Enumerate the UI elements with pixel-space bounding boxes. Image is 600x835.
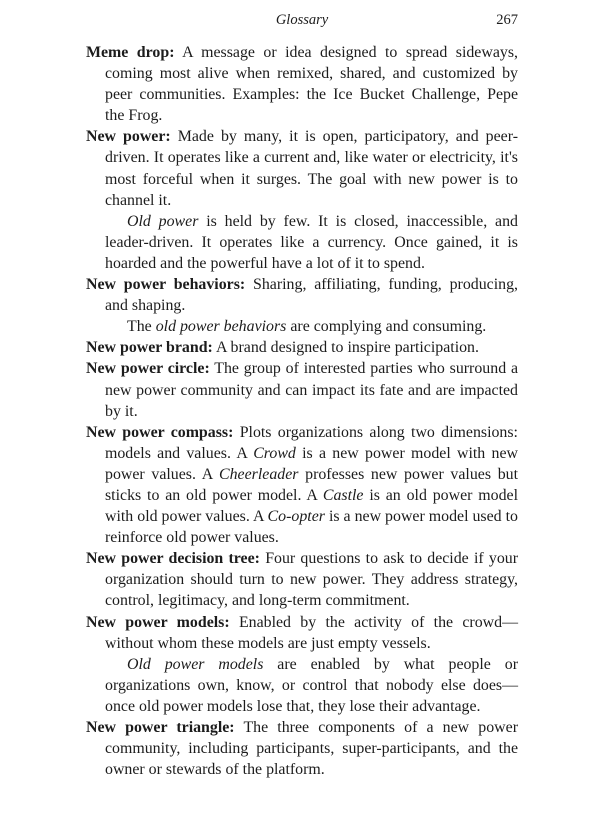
glossary-definition: Made by many, it is open, participatory, and peer-driven. It operates like a current and, like water or electricity, it's most forceful when it surges. The goal with new power is to channel it. — [105, 128, 518, 209]
glossary-entry-new-power-behaviors — [86, 274, 518, 316]
glossary-entry-new-power-decision-tree — [86, 548, 518, 611]
glossary-definition: A brand designed to inspire participation. — [215, 339, 479, 357]
glossary-emphasis: Crowd — [253, 444, 296, 462]
glossary-term: New power compass: — [86, 423, 234, 441]
glossary-entry-new-power-circle — [86, 358, 518, 421]
glossary-term: New power circle: — [86, 360, 210, 378]
glossary-subentry-old-power-behaviors — [86, 316, 518, 337]
glossary-definition-part: professes new power values but sticks to an old power model. A — [105, 465, 518, 504]
glossary-definition: The three components of a new power community, including participants, super-participants, and the owner or stewards of the platform. — [105, 719, 519, 779]
glossary-entry-new-power-triangle — [86, 717, 518, 780]
glossary-entry-new-power-models — [86, 612, 518, 654]
glossary-definition: A message or idea designed to spread sideways, coming most alive when remixed, shared, and customized by peer communities. Examples: the Ice Bucket Challenge, Pepe the Frog. — [105, 44, 518, 125]
glossary-subentry-old-power-models — [86, 654, 518, 717]
glossary-emphasis: Old power — [127, 212, 199, 230]
glossary-emphasis: Co-opter — [267, 508, 325, 526]
glossary-emphasis: Cheerleader — [219, 465, 299, 483]
glossary-subentry-text: are complying and consuming. — [290, 318, 487, 336]
glossary-definition-part: is an old power model with old power values. A — [105, 486, 518, 526]
glossary-body — [86, 42, 518, 780]
glossary-emphasis: old power behaviors — [155, 318, 287, 336]
glossary-subentry-text: is held by few. It is closed, inaccessible, and leader-driven. It operates like a currency. Once gained, it is hoarded and the powerful have a lot of it to spend. — [105, 212, 518, 272]
glossary-definition-part: is a new power model with new power values. A — [105, 444, 518, 483]
glossary-entry-meme-drop — [86, 42, 518, 126]
glossary-definition: Four questions to ask to decide if your organization should turn to new power. They address strategy, control, legitimacy, and long-term commitment. — [105, 550, 518, 610]
glossary-subentry-text: are enabled by what people or organizations own, know, or control that nobody else does—once old power models lose that, they lose their advantage. — [105, 655, 518, 715]
glossary-emphasis: Castle — [322, 486, 364, 504]
glossary-definition-part: is a new power model used to reinforce old power values. — [105, 508, 518, 547]
glossary-subentry-lead: The — [127, 318, 152, 336]
glossary-term: New power models: — [86, 613, 230, 631]
glossary-definition: The group of interested parties who surround a new power community and can impact its fate and are impacted by it. — [105, 360, 518, 420]
glossary-term: New power decision tree: — [86, 550, 260, 568]
glossary-definition-part: Plots organizations along two dimensions: models and values. A — [105, 423, 518, 462]
running-head-title: Glossary — [275, 12, 329, 28]
glossary-term: New power behaviors: — [86, 276, 246, 294]
glossary-entry-new-power — [86, 126, 518, 210]
glossary-term: New power brand: — [86, 339, 213, 357]
glossary-entry-new-power-brand — [86, 337, 518, 358]
glossary-emphasis: Old power models — [127, 655, 264, 673]
glossary-entry-new-power-compass — [86, 422, 518, 549]
glossary-definition: Enabled by the activity of the crowd—without whom these models are just empty vessels. — [105, 613, 518, 652]
glossary-term: Meme drop: — [86, 44, 175, 61]
glossary-subentry-old-power — [86, 211, 518, 274]
page-number: 267 — [496, 12, 518, 28]
glossary-term: New power triangle: — [86, 719, 235, 736]
running-head — [86, 12, 518, 32]
glossary-term: New power: — [86, 128, 171, 146]
glossary-definition: Sharing, affiliating, funding, producing, and shaping. — [105, 276, 518, 315]
